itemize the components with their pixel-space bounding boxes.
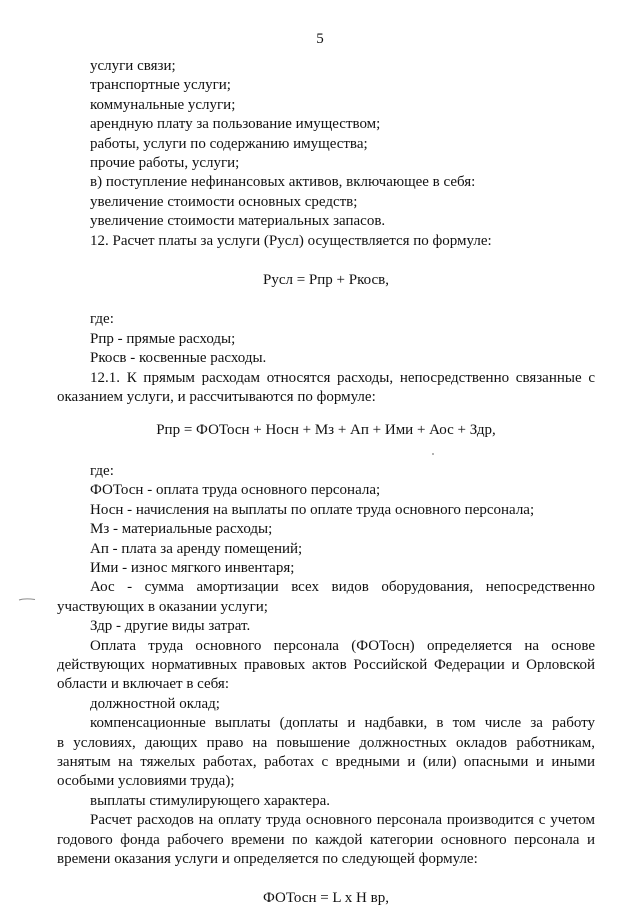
list-item: арендную плату за пользование имуществом; <box>90 116 381 133</box>
definition-item: Рпр - прямые расходы; <box>90 330 236 347</box>
paragraph-line: Расчет расходов на оплату труда основного персонала производится с учетом <box>90 812 595 829</box>
document-body <box>57 57 595 909</box>
list-item: в) поступление нефинансовых активов, включающее в себя: <box>90 174 476 191</box>
paragraph: где: <box>90 311 114 328</box>
list-item: коммунальные услуги; <box>90 96 236 113</box>
definition-item: Здр - другие виды затрат. <box>90 618 251 635</box>
list-item: прочие работы, услуги; <box>90 155 240 172</box>
list-item: увеличение стоимости материальных запасов. <box>90 213 386 230</box>
definition-item: Ими - износ мягкого инвентаря; <box>90 559 295 576</box>
paragraph: 12. Расчет платы за услуги (Русл) осуществляется по формуле: <box>90 232 492 249</box>
definition-item: Ап - плата за аренду помещений; <box>90 540 303 557</box>
formula: ФОТосн = L x H вр, <box>263 890 389 907</box>
paragraph-line: времени оказания услуги и определяется по следующей формуле: <box>57 851 478 868</box>
list-item: работы, услуги по содержанию имущества; <box>90 135 368 152</box>
definition-item: ФОТосн - оплата труда основного персонала; <box>90 482 381 499</box>
list-item: особыми условиями труда); <box>57 773 235 790</box>
list-item: выплаты стимулирующего характера. <box>90 792 330 809</box>
paragraph: где: <box>90 462 114 479</box>
paragraph-line: действующих нормативных правовых актов Российской Федерации и Орловской <box>57 656 595 673</box>
list-item: занятым на тяжелых работах, работах с вредными и (или) опасными и иными <box>57 754 595 770</box>
definition-item: Ркосв - косвенные расходы. <box>90 350 267 367</box>
list-item: должностной оклад; <box>90 695 220 712</box>
paragraph-line: годового фонда рабочего времени по каждой категории основного персонала и <box>57 831 595 848</box>
margin-pencil-mark <box>18 598 36 601</box>
formula: Русл = Рпр + Ркосв, <box>262 272 389 289</box>
formula: Рпр = ФОТосн + Носн + Мз + Ап + Ими + Аос + Здр, <box>156 421 496 438</box>
paragraph-line: области и включает в себя: <box>57 676 229 693</box>
paragraph-line: 12.1. К прямым расходам относятся расходы, непосредственно связанные с <box>90 369 595 386</box>
definition-item: Аос - сумма амортизации всех видов оборудования, непосредственно <box>90 579 595 596</box>
page-number: 5 <box>316 31 324 47</box>
paragraph-line: оказанием услуги, и рассчитываются по формуле: <box>57 389 376 406</box>
definition-item: участвующих в оказании услуги; <box>57 598 268 615</box>
list-item: увеличение стоимости основных средств; <box>90 193 358 210</box>
definition-item: Мз - материальные расходы; <box>90 521 273 538</box>
list-item: компенсационные выплаты (доплаты и надбавки, в том числе за работу <box>90 715 595 732</box>
paragraph-line: Оплата труда основного персонала (ФОТосн) определяется на основе <box>90 637 595 654</box>
definition-item: Носн - начисления на выплаты по оплате труда основного персонала; <box>90 501 535 518</box>
scan-speck <box>432 453 434 455</box>
list-item: в условиях, дающих право на повышение должностных окладов работникам, <box>57 734 595 751</box>
list-item: транспортные услуги; <box>90 77 231 94</box>
list-item: услуги связи; <box>90 58 176 74</box>
